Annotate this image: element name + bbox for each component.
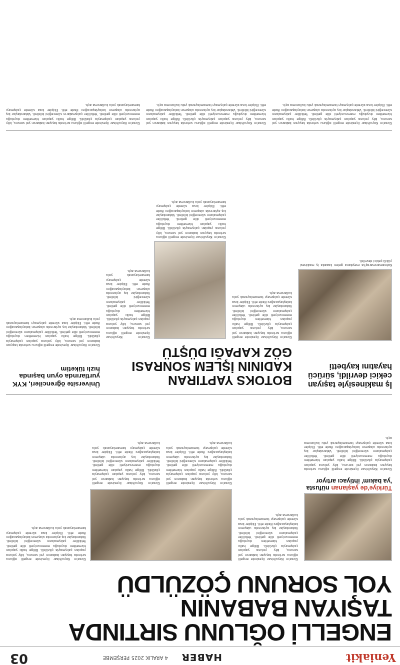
second-headline-line2: KADININ İŞLEM SONRASI xyxy=(131,359,292,374)
second-subhead: Üniversite öğrencileri, KYK yurtlarında oyun başında hızlı tüketim xyxy=(12,364,100,387)
second-body-column-3: Sivas'ın Koyulhisar ilçesinde engelli oğlunu sırtında taşıyan babanın yol sorunu, köy yoluna yapılan çalışmayla çözüldü. Bölge halkı yapılan hizmetten duyduğu memnuniyeti dile getirdi. Yetkililer çalışmaların süreceğini bildirdi. Vatandaşlar kış aylarında ulaşımın kolaylaşacağını ifade etti. Ekipler kısa sürede çalışmayı tamamlayarak yolu kullanıma açtı. xyxy=(106,268,150,339)
second-side-body: Sivas'ın Koyulhisar ilçesinde engelli oğlunu sırtında taşıyan babanın yol sorunu, köy yoluna yapılan çalışmayla çözüldü. Bölge halkı yapılan hizmetten duyduğu memnuniyeti dile getirdi. Yetkililer çalışmaların süreceğini bildirdi. Vatandaşlar kış aylarında ulaşımın kolaylaşacağını ifade etti. Ekipler kısa sürede çalışmayı tamamlayarak yolu kullanıma açtı. xyxy=(6,316,100,347)
second-headline xyxy=(106,345,292,387)
bottom-column-1: Sivas'ın Koyulhisar ilçesinde engelli oğlunu sırtında taşıyan babanın yol sorunu, köy yoluna yapılan çalışmayla çözüldü. Bölge halkı yapılan hizmetten duyduğu memnuniyeti dile getirdi. Yetkililer çalışmaların süreceğini bildirdi. Vatandaşlar kış aylarında ulaşımın kolaylaşacağını ifade etti. Ekipler kısa sürede çalışmayı tamamlayarak yolu kullanıma açtı. xyxy=(272,103,392,125)
second-headline-line1: BOTOKS YAPTIRAN xyxy=(167,373,292,388)
lead-subhead-text: nüfusta 'ya bakım' ihtiyacı artıyor xyxy=(306,477,392,491)
brand-logo: Yeniakit xyxy=(345,651,396,664)
page-number: 03 xyxy=(9,650,28,665)
lead-body-column-2: Sivas'ın Koyulhisar ilçesinde engelli oğlunu sırtında taşıyan babanın yol sorunu, köy yoluna yapılan çalışmayla çözüldü. Bölge halkı yapılan hizmetten duyduğu memnuniyeti dile getirdi. Yetkililer çalışmaların süreceğini bildirdi. Vatandaşlar kış aylarında ulaşımın kolaylaşacağını ifade etti. Ekipler kısa sürede çalışmayı tamamlayarak yolu kullanıma açtı. xyxy=(166,441,232,485)
lead-headline xyxy=(2,571,392,643)
lead-headline-line2: TAŞIYAN BABANIN xyxy=(180,594,392,621)
sidebar-body: Kahramanmaraş'ta meydana gelen kazada iş makinesi yüklü çekici devrildi. xyxy=(300,258,392,267)
lead-body-column-3: Sivas'ın Koyulhisar ilçesinde engelli oğlunu sırtında taşıyan babanın yol sorunu, köy yoluna yapılan çalışmayla çözüldü. Bölge halkı yapılan hizmetten duyduğu memnuniyeti dile getirdi. Yetkililer çalışmaların süreceğini bildirdi. Vatandaşlar kış aylarında ulaşımın kolaylaşacağını ifade etti. Ekipler kısa sürede çalışmayı tamamlayarak yolu kullanıma açtı. xyxy=(92,441,160,485)
section-divider xyxy=(6,394,392,395)
sidebar-headline: İş makinesiyle taşıyan cekici devrildi, sürücü hayatını kaybetti xyxy=(307,362,392,389)
second-photo xyxy=(154,241,226,339)
lead-headline-line3: YOL SORUNU ÇÖZÜLDÜ xyxy=(117,570,392,597)
second-headline-line3: GÖZ KAPAĞI DÜŞTÜ xyxy=(162,345,292,360)
second-body-column-2: Sivas'ın Koyulhisar ilçesinde engelli oğlunu sırtında taşıyan babanın yol sorunu, köy yoluna yapılan çalışmayla çözüldü. Bölge halkı yapılan hizmetten duyduğu memnuniyeti dile getirdi. Yetkililer çalışmaların süreceğini bildirdi. Vatandaşlar kış aylarında ulaşımın kolaylaşacağını ifade etti. Ekipler kısa sürede çalışmayı tamamlayarak yolu kullanıma açtı. xyxy=(156,199,226,239)
bottom-column-2: Sivas'ın Koyulhisar ilçesinde engelli oğlunu sırtında taşıyan babanın yol sorunu, köy yoluna yapılan çalışmayla çözüldü. Bölge halkı yapılan hizmetten duyduğu memnuniyeti dile getirdi. Yetkililer çalışmaların süreceğini bildirdi. Vatandaşlar kış aylarında ulaşımın kolaylaşacağını ifade etti. Ekipler kısa sürede çalışmayı tamamlayarak yolu kullanıma açtı. xyxy=(146,103,266,125)
lead-photo-main xyxy=(90,489,232,561)
lead-subhead xyxy=(304,477,392,491)
masthead xyxy=(0,646,400,665)
lead-photo-small xyxy=(304,493,392,561)
lead-body-column-4: Sivas'ın Koyulhisar ilçesinde engelli oğlunu sırtında taşıyan babanın yol sorunu, köy yoluna yapılan çalışmayla çözüldü. Bölge halkı yapılan hizmetten duyduğu memnuniyeti dile getirdi. Yetkililer çalışmaların süreceğini bildirdi. Vatandaşlar kış aylarında ulaşımın kolaylaşacağını ifade etti. Ekipler kısa sürede çalışmayı tamamlayarak yolu kullanıma açtı. xyxy=(6,526,86,561)
lead-body-column-1: Sivas'ın Koyulhisar ilçesinde engelli oğlunu sırtında taşıyan babanın yol sorunu, köy yoluna yapılan çalışmayla çözüldü. Bölge halkı yapılan hizmetten duyduğu memnuniyeti dile getirdi. Yetkililer çalışmaların süreceğini bildirdi. Vatandaşlar kış aylarında ulaşımın kolaylaşacağını ifade etti. Ekipler kısa sürede çalışmayı tamamlayarak yolu kullanıma açtı. xyxy=(238,512,298,561)
second-body-column-1: Sivas'ın Koyulhisar ilçesinde engelli oğlunu sırtında taşıyan babanın yol sorunu, köy yoluna yapılan çalışmayla çözüldü. Bölge halkı yapılan hizmetten duyduğu memnuniyeti dile getirdi. Yetkililer çalışmaların süreceğini bildirdi. Vatandaşlar kış aylarında ulaşımın kolaylaşacağını ifade etti. Ekipler kısa sürede çalışmayı tamamlayarak yolu kullanıma açtı. xyxy=(232,290,292,339)
bottom-divider xyxy=(6,130,392,131)
section-label: HABER xyxy=(181,651,222,662)
sidebar-photo xyxy=(298,269,392,341)
issue-date: 4 ARALIK 2025 PERŞEMBE xyxy=(102,654,168,660)
bottom-column-3: Sivas'ın Koyulhisar ilçesinde engelli oğlunu sırtında taşıyan babanın yol sorunu, köy yoluna yapılan çalışmayla çözüldü. Bölge halkı yapılan hizmetten duyduğu memnuniyeti dile getirdi. Yetkililer çalışmaların süreceğini bildirdi. Vatandaşlar kış aylarında ulaşımın kolaylaşacağını ifade etti. Ekipler kısa sürede çalışmayı tamamlayarak yolu kullanıma açtı. xyxy=(6,103,140,125)
lead-subhead-red: Türkiye'de yaşlanan xyxy=(331,484,392,491)
lead-sidebar-text: Sivas'ın Koyulhisar ilçesinde engelli oğlunu sırtında taşıyan babanın yol sorunu, köy yoluna yapılan çalışmayla çözüldü. Bölge halkı yapılan hizmetten duyduğu memnuniyeti dile getirdi. Yetkililer çalışmaların süreceğini bildirdi. Vatandaşlar kış aylarında ulaşımın kolaylaşacağını ifade etti. Ekipler kısa sürede çalışmayı tamamlayarak yolu kullanıma açtı. xyxy=(304,436,392,471)
lead-headline-line1: ENGELLİ OĞLUNU SIRTINDA xyxy=(68,618,392,645)
